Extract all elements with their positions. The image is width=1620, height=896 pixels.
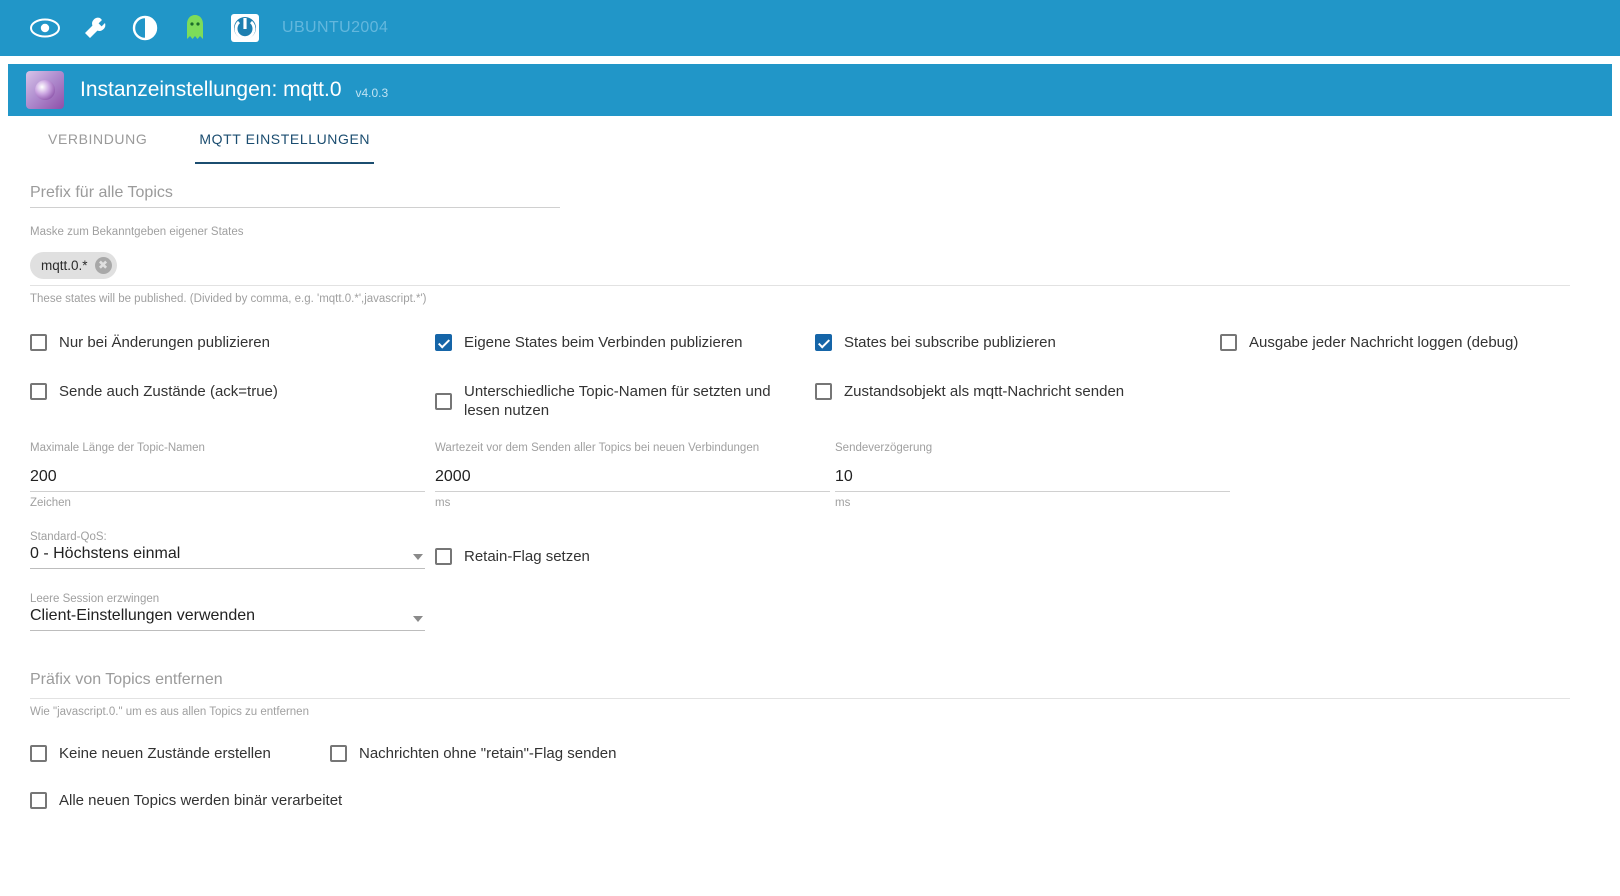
- prefix-all-topics-input[interactable]: [30, 182, 560, 208]
- numeric-row: [30, 442, 1590, 509]
- checkbox-label: Alle neuen Topics werden binär verarbeitet: [59, 792, 343, 809]
- checkbox-box[interactable]: [30, 383, 47, 400]
- window-header: [8, 64, 1612, 116]
- states-mask-chip[interactable]: [30, 252, 117, 279]
- checkbox-row-2: [30, 382, 1590, 420]
- checkbox-different-topic-names[interactable]: [435, 382, 815, 420]
- default-qos-field[interactable]: [30, 531, 425, 569]
- prefix-all-topics-field: [30, 182, 560, 208]
- checkbox-box[interactable]: [30, 792, 47, 809]
- remove-prefix-field: [30, 669, 1590, 718]
- remove-prefix-hint: Wie "javascript.0." um es aus allen Topics zu entfernen: [30, 706, 309, 718]
- checkbox-send-state-object-as-message[interactable]: [815, 382, 1220, 420]
- max-topic-length-label: Maximale Länge der Topic-Namen: [30, 442, 205, 454]
- states-mask-label: Maske zum Bekanntgeben eigener States: [30, 226, 244, 238]
- send-delay-field: [835, 442, 1230, 509]
- force-clean-session-field[interactable]: [30, 593, 425, 631]
- checkbox-row-1: [30, 333, 1590, 352]
- checkbox-row-3: [30, 744, 1590, 763]
- ghost-icon[interactable]: [172, 8, 218, 48]
- states-mask-chip-label: mqtt.0.*: [41, 258, 88, 273]
- checkbox-publish-own-states-on-connect[interactable]: [435, 333, 815, 352]
- tab-mqtt-einstellungen[interactable]: MQTT EINSTELLUNGEN: [195, 116, 374, 164]
- eye-icon[interactable]: [22, 8, 68, 48]
- checkbox-label: Nur bei Änderungen publizieren: [59, 334, 270, 351]
- checkbox-box[interactable]: [330, 745, 347, 762]
- contrast-icon[interactable]: [122, 8, 168, 48]
- checkbox-all-topics-binary[interactable]: [30, 791, 342, 810]
- publish-all-delay-field: [435, 442, 830, 509]
- checkbox-log-every-message-debug[interactable]: [1220, 333, 1560, 352]
- checkbox-box[interactable]: [815, 334, 832, 351]
- checkbox-label: Eigene States beim Verbinden publizieren: [464, 334, 743, 351]
- checkbox-no-new-states[interactable]: [30, 744, 330, 763]
- checkbox-box[interactable]: [435, 393, 452, 410]
- send-delay-input[interactable]: 10: [835, 468, 1230, 492]
- force-clean-session-select[interactable]: Client-Einstellungen verwenden: [30, 607, 425, 631]
- checkbox-label: Keine neuen Zustände erstellen: [59, 745, 271, 762]
- page-title: Instanzeinstellungen: mqtt.0: [80, 78, 342, 101]
- send-delay-label: Sendeverzögerung: [835, 442, 933, 454]
- system-hostname: UBUNTU2004: [282, 19, 389, 36]
- default-qos-select[interactable]: 0 - Höchstens einmal: [30, 545, 425, 569]
- checkbox-publish-states-on-subscribe[interactable]: [815, 333, 1220, 352]
- checkbox-label: Unterschiedliche Topic-Namen für setzten und lesen nutzen: [464, 383, 771, 419]
- default-qos-label: Standard-QoS:: [30, 531, 107, 543]
- chevron-down-icon[interactable]: [413, 554, 423, 560]
- power-icon[interactable]: [222, 8, 268, 48]
- checkbox-box[interactable]: [30, 745, 47, 762]
- chevron-down-icon[interactable]: [413, 616, 423, 622]
- checkbox-label: Zustandsobjekt als mqtt-Nachricht senden: [844, 383, 1125, 400]
- publish-all-delay-label: Wartezeit vor dem Senden aller Topics bei neuen Verbindungen: [435, 442, 760, 454]
- qos-row: [30, 531, 1590, 569]
- adapter-version: v4.0.3: [355, 86, 389, 100]
- states-mask-hint: These states will be published. (Divided by comma, e.g. 'mqtt.0.*',javascript.*'): [30, 293, 427, 305]
- settings-form: [8, 164, 1612, 810]
- checkbox-box[interactable]: [30, 334, 47, 351]
- tab-verbindung[interactable]: VERBINDUNG: [48, 131, 148, 147]
- checkbox-label: Ausgabe jeder Nachricht loggen (debug): [1249, 334, 1519, 351]
- states-mask-field: [30, 226, 1590, 305]
- close-icon[interactable]: ✖: [95, 257, 112, 274]
- max-topic-length-field: [30, 442, 425, 509]
- remove-prefix-input[interactable]: [30, 669, 550, 694]
- checkbox-label: Nachrichten ohne "retain"-Flag senden: [359, 745, 617, 762]
- publish-all-delay-input[interactable]: 2000: [435, 468, 830, 492]
- max-topic-length-input[interactable]: 200: [30, 468, 425, 492]
- session-row: [30, 593, 1590, 631]
- checkbox-box[interactable]: [815, 383, 832, 400]
- checkbox-label: Sende auch Zustände (ack=true): [59, 383, 278, 400]
- checkbox-box[interactable]: [1220, 334, 1237, 351]
- wrench-icon[interactable]: [72, 8, 118, 48]
- checkbox-label: Retain-Flag setzen: [464, 548, 590, 565]
- checkbox-send-ack-true-states[interactable]: [30, 382, 435, 420]
- max-topic-length-unit: Zeichen: [30, 497, 71, 509]
- checkbox-publish-only-on-change[interactable]: [30, 333, 435, 352]
- send-delay-unit: ms: [835, 497, 851, 509]
- checkbox-set-retain-flag[interactable]: [435, 547, 835, 569]
- system-topbar: [0, 0, 1620, 56]
- iobroker-logo-icon: [26, 71, 64, 109]
- checkbox-row-4: [30, 791, 1590, 810]
- force-clean-session-label: Leere Session erzwingen: [30, 593, 160, 605]
- tab-bar: [8, 116, 1612, 164]
- checkbox-label: States bei subscribe publizieren: [844, 334, 1056, 351]
- checkbox-box[interactable]: [435, 334, 452, 351]
- instance-settings-window: [8, 64, 1612, 888]
- checkbox-send-without-retain[interactable]: [330, 744, 616, 763]
- states-mask-chip-area[interactable]: [30, 252, 1570, 286]
- publish-all-delay-unit: ms: [435, 497, 451, 509]
- checkbox-box[interactable]: [435, 548, 452, 565]
